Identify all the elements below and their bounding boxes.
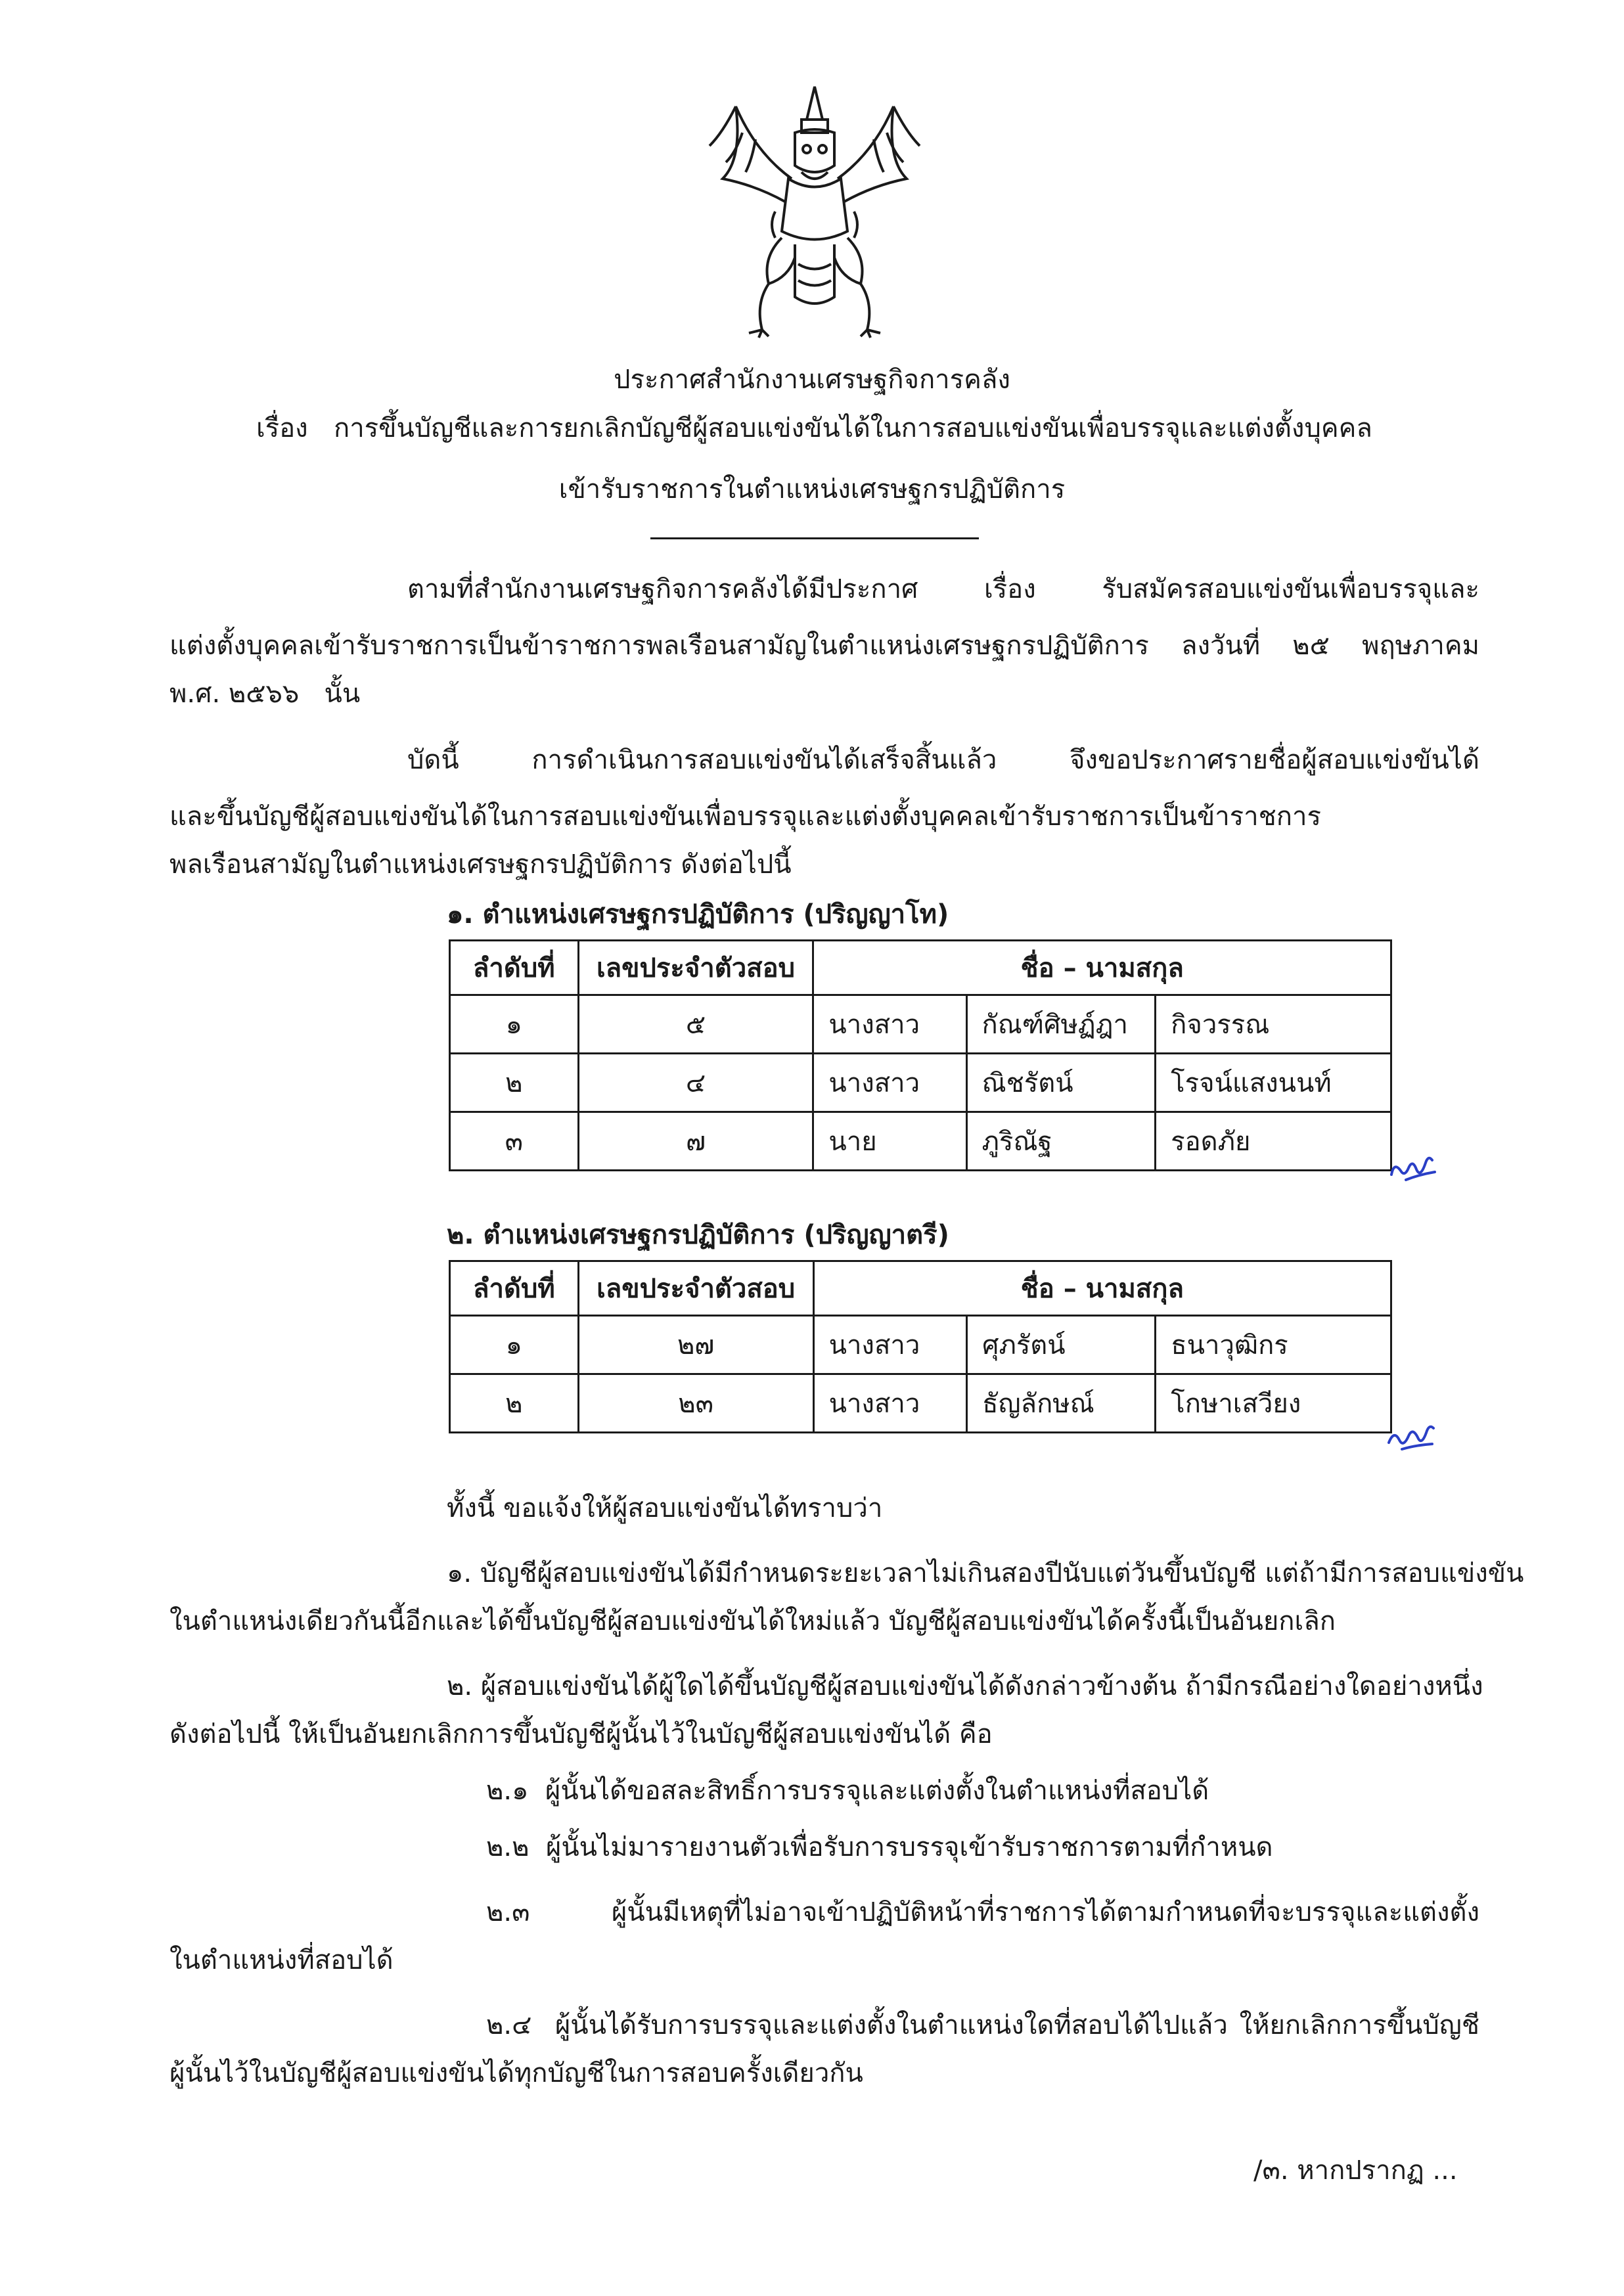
- cell-exam-id: ๗: [578, 1112, 813, 1171]
- cell-first-name: ศุภรัตน์: [967, 1316, 1156, 1374]
- notice-item-2-2: ๒.๒ ผู้นั้นไม่มารายงานตัวเพื่อรับการบรรจุเข้ารับราชการตามที่กำหนด: [486, 1832, 1273, 1862]
- notice-item-2-3-line-1: ๒.๓ ผู้นั้นมีเหตุที่ไม่อาจเข้าปฏิบัติหน้าที่ราชการได้ตามกำหนดที่จะบรรจุและแต่งตั้ง: [486, 1897, 1479, 1927]
- cell-exam-id: ๒๓: [578, 1374, 813, 1433]
- garuda-icon: [696, 80, 933, 340]
- subject-line-2: เข้ารับราชการในตำแหน่งเศรษฐกรปฏิบัติการ: [558, 474, 1066, 505]
- cell-first-name: กัณฑ์ศิษฏ์ฎา: [966, 995, 1156, 1054]
- table-row: [450, 1112, 1391, 1171]
- cell-first-name: ณิชรัตน์: [966, 1054, 1156, 1112]
- notice-item-2-3-line-2: ในตำแหน่งที่สอบได้: [169, 1945, 394, 1975]
- section-1-table: [449, 939, 1392, 1171]
- garuda-emblem: [696, 80, 933, 340]
- intro-line-2: แต่งตั้งบุคคลเข้ารับราชการเป็นข้าราชการพลเรือนสามัญในตำแหน่งเศรษฐกรปฏิบัติการ ลงวันที่ ๒๕ พฤษภาคม: [169, 631, 1479, 661]
- notice-item-2-1: ๒.๑ ผู้นั้นได้ขอสละสิทธิ์การบรรจุและแต่งตั้งในตำแหน่งที่สอบได้: [486, 1776, 1209, 1806]
- cell-title: นาย: [813, 1112, 966, 1171]
- section-2-table: [449, 1260, 1392, 1433]
- cell-order: ๒: [450, 1374, 579, 1433]
- notice-p1-line-1: ๑. บัญชีผู้สอบแข่งขันได้มีกำหนดระยะเวลาไม่เกินสองปีนับแต่วันขึ้นบัญชี แต่ถ้ามีการสอบแข่งขัน: [447, 1558, 1524, 1588]
- subject-line-1: การขึ้นบัญชีและการยกเลิกบัญชีผู้สอบแข่งขันได้ในการสอบแข่งขันเพื่อบรรจุและแต่งตั้งบุคคล: [334, 413, 1372, 443]
- cell-order: ๒: [450, 1054, 579, 1112]
- notice-p1-line-2: ในตำแหน่งเดียวกันนี้อีกและได้ขึ้นบัญชีผู้สอบแข่งขันได้ใหม่แล้ว บัญชีผู้สอบแข่งขันได้ครั้งนี้เป็นอันยกเลิก: [169, 1606, 1336, 1636]
- header-name: ชื่อ – นามสกุล: [813, 941, 1391, 995]
- cell-order: ๑: [450, 995, 579, 1054]
- announce-line-1: บัดนี้ การดำเนินการสอบแข่งขันได้เสร็จสิ้นแล้ว จึงขอประกาศรายชื่อผู้สอบแข่งขันได้: [407, 745, 1479, 775]
- cell-exam-id: ๕: [578, 995, 813, 1054]
- header-exam-id: เลขประจำตัวสอบ: [578, 1261, 813, 1316]
- cell-last-name: ธนาวุฒิกร: [1156, 1316, 1391, 1374]
- notice-p2-line-1: ๒. ผู้สอบแข่งขันได้ผู้ใดได้ขึ้นบัญชีผู้สอบแข่งขันได้ดังกล่าวข้างต้น ถ้ามีกรณีอย่างใดอย่างหนึ่ง: [447, 1671, 1483, 1701]
- header-order: ลำดับที่: [450, 1261, 579, 1316]
- table-row: [450, 995, 1391, 1054]
- header-name: ชื่อ – นามสกุล: [813, 1261, 1391, 1316]
- initials-signature-1: [1386, 1148, 1439, 1188]
- notice-intro: ทั้งนี้ ขอแจ้งให้ผู้สอบแข่งขันได้ทราบว่า: [447, 1493, 883, 1523]
- section-1-heading: ๑. ตำแหน่งเศรษฐกรปฏิบัติการ (ปริญญาโท): [447, 899, 949, 930]
- notice-item-2-4-line-2: ผู้นั้นไว้ในบัญชีผู้สอบแข่งขันได้ทุกบัญชีในการสอบครั้งเดียวกัน: [169, 2058, 863, 2088]
- initials-signature-2: [1385, 1418, 1437, 1457]
- cell-last-name: โกษาเสวียง: [1156, 1374, 1391, 1433]
- cell-title: นางสาว: [813, 1316, 966, 1374]
- cell-title: นางสาว: [813, 1054, 966, 1112]
- notice-item-2-4-line-1: ๒.๔ ผู้นั้นได้รับการบรรจุและแต่งตั้งในตำแหน่งใดที่สอบได้ไปแล้ว ให้ยกเลิกการขึ้นบัญชี: [486, 2010, 1479, 2040]
- table-row: [450, 1054, 1391, 1112]
- announcement-title: ประกาศสำนักงานเศรษฐกิจการคลัง: [614, 365, 1010, 395]
- cell-last-name: กิจวรรณ: [1156, 995, 1391, 1054]
- cell-title: นางสาว: [813, 995, 966, 1054]
- table-header-row: [450, 941, 1391, 995]
- announce-line-3: พลเรือนสามัญในตำแหน่งเศรษฐกรปฏิบัติการ ดังต่อไปนี้: [169, 849, 792, 880]
- section-2-heading: ๒. ตำแหน่งเศรษฐกรปฏิบัติการ (ปริญญาตรี): [447, 1220, 949, 1250]
- table-header-row: [450, 1261, 1391, 1316]
- header-divider: [650, 537, 979, 539]
- subject-label: เรื่อง: [256, 413, 308, 443]
- cell-first-name: ภูริณัฐ: [966, 1112, 1156, 1171]
- notice-p2-line-2: ดังต่อไปนี้ ให้เป็นอันยกเลิกการขึ้นบัญชีผู้นั้นไว้ในบัญชีผู้สอบแข่งขันได้ คือ: [169, 1719, 993, 1749]
- cell-order: ๓: [450, 1112, 579, 1171]
- cell-exam-id: ๔: [578, 1054, 813, 1112]
- table-row: [450, 1316, 1391, 1374]
- intro-line-1: ตามที่สำนักงานเศรษฐกิจการคลังได้มีประกาศ เรื่อง รับสมัครสอบแข่งขันเพื่อบรรจุและ: [407, 574, 1479, 604]
- cell-exam-id: ๒๗: [578, 1316, 813, 1374]
- cell-first-name: ธัญลักษณ์: [967, 1374, 1156, 1433]
- continued-marker: /๓. หากปรากฏ ...: [1253, 2155, 1458, 2186]
- intro-line-3: พ.ศ. ๒๕๖๖ นั้น: [169, 679, 361, 709]
- cell-last-name: รอดภัย: [1156, 1112, 1391, 1171]
- header-order: ลำดับที่: [450, 941, 579, 995]
- header-exam-id: เลขประจำตัวสอบ: [578, 941, 813, 995]
- announce-line-2: และขึ้นบัญชีผู้สอบแข่งขันได้ในการสอบแข่งขันเพื่อบรรจุและแต่งตั้งบุคคลเข้ารับราชการเป็นข้าราชการ: [169, 801, 1321, 832]
- table-row: [450, 1374, 1391, 1433]
- cell-title: นางสาว: [813, 1374, 966, 1433]
- cell-order: ๑: [450, 1316, 579, 1374]
- cell-last-name: โรจน์แสงนนท์: [1156, 1054, 1391, 1112]
